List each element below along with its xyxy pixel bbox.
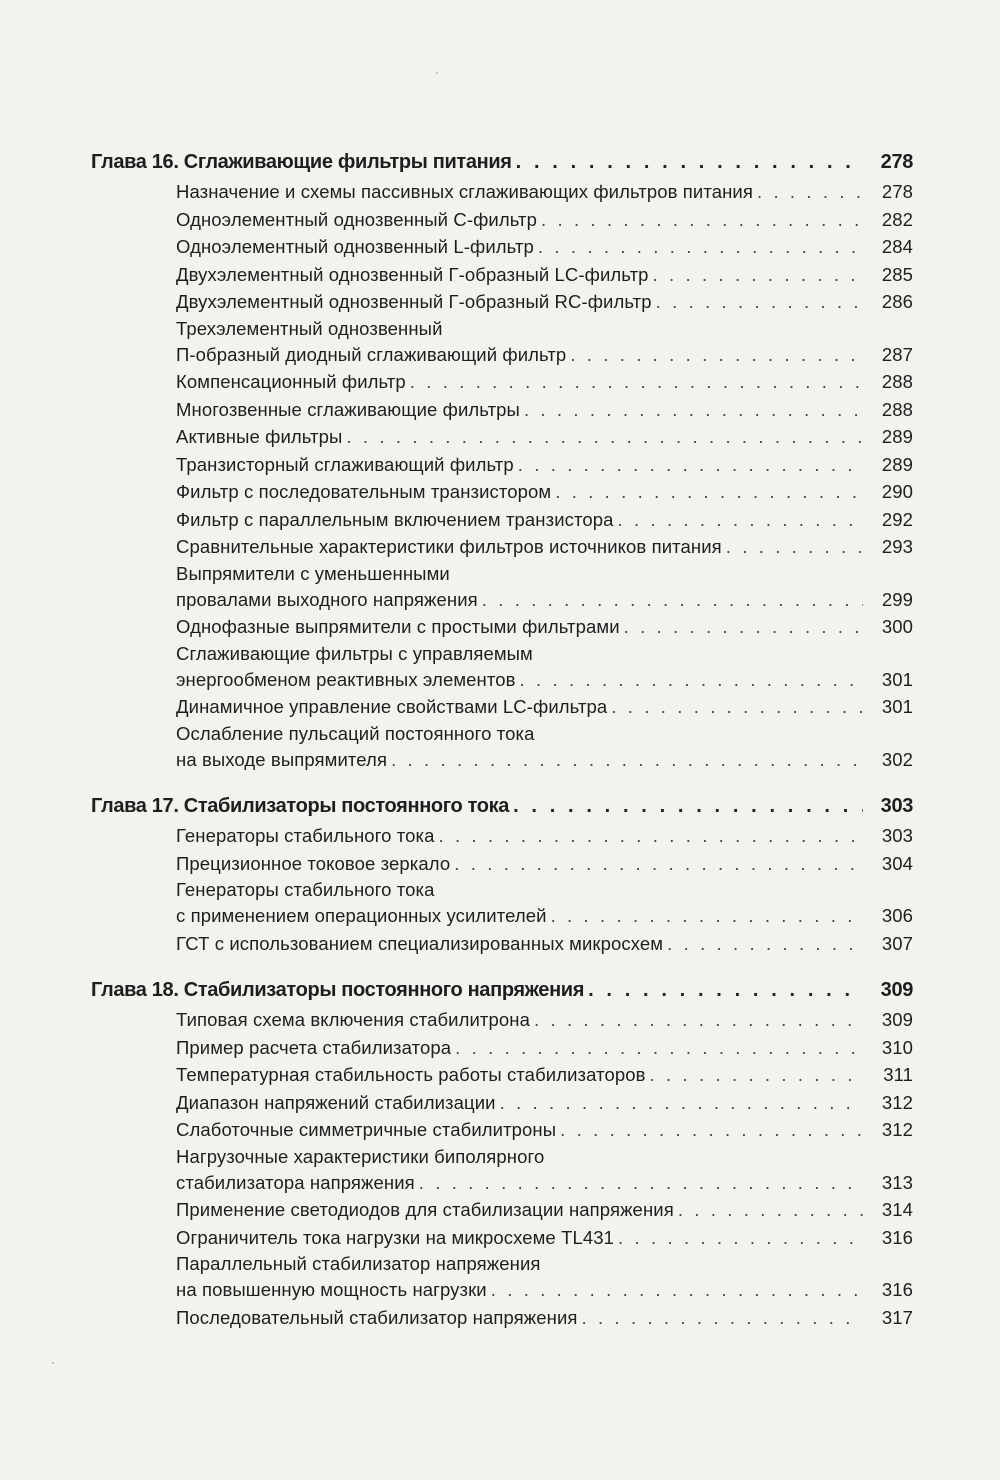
entry-title: Температурная стабильность работы стабилизаторов	[176, 1064, 646, 1085]
dot-leader	[551, 902, 863, 930]
entry-row	[176, 261, 913, 289]
entry-row	[176, 1006, 913, 1034]
toc-entry[interactable]	[176, 261, 913, 289]
dot-leader	[678, 1196, 863, 1224]
entry-page-number: 278	[881, 181, 913, 202]
entry-title-line: Генераторы стабильного тока	[176, 879, 435, 900]
entry-row	[176, 288, 913, 316]
entry-title: Типовая схема включения стабилитрона	[176, 1009, 530, 1030]
entry-title: Сравнительные характеристики фильтров источников питания	[176, 536, 722, 557]
section-list	[91, 1006, 913, 1331]
toc-entry[interactable]	[176, 368, 913, 396]
toc-entry[interactable]	[176, 930, 913, 958]
entry-title: провалами выходного напряжения	[176, 588, 478, 610]
entry-title: П-образный диодный сглаживающий фильтр	[176, 343, 567, 365]
toc-entry[interactable]	[176, 613, 913, 641]
dot-leader	[520, 666, 863, 694]
toc-entry[interactable]	[176, 850, 913, 878]
toc-entry[interactable]	[176, 1034, 913, 1062]
entry-title: стабилизатора напряжения	[176, 1171, 415, 1193]
chapter-heading[interactable]	[91, 790, 913, 822]
entry-title: Назначение и схемы пассивных сглаживающих фильтров питания	[176, 181, 753, 202]
entry-page-number: 304	[881, 852, 913, 874]
entry-row	[176, 478, 913, 506]
entry-page-number: 299	[881, 588, 913, 610]
toc-entry[interactable]	[176, 396, 913, 424]
dot-leader	[491, 1276, 863, 1304]
entry-row	[176, 1061, 913, 1089]
entry-row	[176, 396, 913, 424]
toc-entry[interactable]	[176, 1006, 913, 1034]
toc-entry[interactable]	[176, 1089, 913, 1117]
table-of-contents	[91, 146, 913, 1348]
toc-entry[interactable]	[176, 641, 913, 694]
dot-leader	[667, 930, 863, 958]
dot-leader	[653, 261, 863, 289]
dot-leader	[534, 1006, 863, 1034]
entry-row	[176, 451, 913, 479]
entry-page-number: 285	[881, 263, 913, 285]
toc-entry[interactable]	[176, 451, 913, 479]
dot-leader	[500, 1089, 863, 1117]
entry-page-number: 288	[881, 371, 913, 392]
entry-title-line: Трехэлементный однозвенный	[176, 317, 443, 339]
entry-row	[176, 1276, 913, 1304]
dot-leader	[391, 746, 863, 774]
entry-row	[176, 1196, 913, 1224]
dot-leader	[624, 613, 863, 641]
entry-page-number: 314	[881, 1199, 913, 1220]
entry-row	[176, 1089, 913, 1117]
entry-title: Двухэлементный однозвенный Г-образный RC-фильтр	[176, 291, 652, 312]
entry-page-number: 293	[881, 536, 913, 557]
entry-page-number: 311	[883, 1064, 913, 1085]
toc-entry[interactable]	[176, 1251, 913, 1304]
entry-title: энергообменом реактивных элементов	[176, 668, 516, 690]
dot-leader	[524, 396, 863, 424]
entry-page-number: 287	[881, 343, 913, 365]
dot-leader	[518, 451, 863, 479]
entry-title: Слаботочные симметричные стабилитроны	[176, 1119, 557, 1140]
entry-row	[176, 746, 913, 774]
toc-entry[interactable]	[176, 533, 913, 561]
chapter-page-number: 278	[880, 151, 913, 173]
entry-title: ГСТ с использованием специализированных микросхем	[176, 932, 664, 954]
entry-row	[176, 850, 913, 878]
dot-leader	[346, 423, 863, 451]
toc-entry[interactable]	[176, 877, 913, 930]
entry-page-number: 316	[881, 1226, 913, 1248]
dot-leader	[482, 586, 863, 614]
chapter-section	[91, 790, 913, 957]
entry-page-number: 288	[881, 398, 913, 420]
entry-title: Последовательный стабилизатор напряжения	[176, 1306, 578, 1328]
dot-leader	[611, 693, 863, 721]
entry-page-number: 312	[881, 1091, 913, 1113]
entry-page-number: 290	[881, 481, 913, 502]
dot-leader	[555, 478, 863, 506]
entry-title: Ограничитель тока нагрузки на микросхеме TL431	[176, 1226, 615, 1248]
entry-title-line: Ослабление пульсаций постоянного тока	[176, 722, 535, 744]
entry-row	[176, 1224, 913, 1252]
entry-page-number: 282	[881, 208, 913, 230]
entry-page-number: 292	[881, 508, 913, 530]
entry-row	[176, 822, 913, 850]
entry-title: Многозвенные сглаживающие фильтры	[176, 398, 520, 420]
chapter-title: Глава 17. Стабилизаторы постоянного тока	[91, 795, 510, 817]
entry-row	[176, 206, 913, 234]
entry-title: Активные фильтры	[176, 426, 343, 447]
entry-title: Транзисторный сглаживающий фильтр	[176, 453, 514, 475]
dot-leader	[513, 790, 863, 822]
entry-row	[176, 233, 913, 261]
entry-row	[176, 902, 913, 930]
dot-leader	[541, 206, 863, 234]
entry-title: Одноэлементный однозвенный L-фильтр	[176, 236, 534, 257]
dot-leader	[516, 146, 863, 178]
entry-title: Применение светодиодов для стабилизации напряжения	[176, 1199, 674, 1220]
toc-entry[interactable]	[176, 1304, 913, 1332]
entry-page-number: 313	[881, 1171, 913, 1193]
paper-speck	[52, 1362, 54, 1364]
toc-entry[interactable]	[176, 1116, 913, 1144]
entry-page-number: 303	[881, 825, 913, 846]
dot-leader	[726, 533, 863, 561]
entry-row	[176, 1116, 913, 1144]
entry-row	[176, 666, 913, 694]
entry-title: Однофазные выпрямители с простыми фильтрами	[176, 616, 620, 637]
entry-row	[176, 506, 913, 534]
toc-entry[interactable]	[176, 721, 913, 774]
chapter-section	[91, 146, 913, 773]
entry-page-number: 301	[881, 668, 913, 690]
entry-title: Диапазон напряжений стабилизации	[176, 1091, 496, 1113]
entry-row	[176, 586, 913, 614]
entry-page-number: 306	[881, 905, 913, 926]
dot-leader	[656, 288, 863, 316]
dot-leader	[582, 1304, 863, 1332]
toc-entry[interactable]	[176, 478, 913, 506]
toc-entry[interactable]	[176, 506, 913, 534]
toc-entry[interactable]	[176, 178, 913, 206]
dot-leader	[454, 850, 863, 878]
entry-row	[176, 1034, 913, 1062]
toc-entry[interactable]	[176, 288, 913, 316]
toc-entry[interactable]	[176, 316, 913, 369]
entry-page-number: 284	[881, 236, 913, 257]
entry-page-number: 310	[881, 1036, 913, 1058]
entry-title: Фильтр с последовательным транзистором	[176, 481, 552, 502]
entry-page-number: 316	[881, 1279, 913, 1300]
entry-title: Пример расчета стабилизатора	[176, 1036, 452, 1058]
entry-title: на повышенную мощность нагрузки	[176, 1279, 487, 1300]
entry-title: на выходе выпрямителя	[176, 748, 388, 770]
entry-row	[176, 613, 913, 641]
entry-title-line: Нагрузочные характеристики биполярного	[176, 1145, 545, 1167]
entry-row	[176, 1304, 913, 1332]
dot-leader	[588, 974, 863, 1006]
entry-title-line: Выпрямители с уменьшенными	[176, 562, 450, 584]
chapter-page-number: 303	[880, 795, 913, 817]
entry-row	[176, 930, 913, 958]
paper-speck	[436, 72, 438, 74]
toc-entry[interactable]	[176, 561, 913, 614]
entry-page-number: 286	[881, 291, 913, 312]
entry-title: Фильтр с параллельным включением транзистора	[176, 508, 614, 530]
entry-page-number: 289	[881, 453, 913, 475]
dot-leader	[455, 1034, 863, 1062]
entry-page-number: 309	[881, 1009, 913, 1030]
section-list	[91, 178, 913, 773]
entry-title: Прецизионное токовое зеркало	[176, 852, 451, 874]
entry-page-number: 301	[881, 696, 913, 717]
toc-entry[interactable]	[176, 1224, 913, 1252]
dot-leader	[410, 368, 863, 396]
entry-row	[176, 341, 913, 369]
toc-entry[interactable]	[176, 423, 913, 451]
entry-title: Двухэлементный однозвенный Г-образный LC-фильтр	[176, 263, 649, 285]
entry-title: Компенсационный фильтр	[176, 371, 406, 392]
toc-entry[interactable]	[176, 822, 913, 850]
dot-leader	[538, 233, 863, 261]
toc-entry[interactable]	[176, 1196, 913, 1224]
section-list	[91, 822, 913, 957]
dot-leader	[570, 341, 863, 369]
dot-leader	[560, 1116, 863, 1144]
entry-title: с применением операционных усилителей	[176, 905, 547, 926]
dot-leader	[419, 1169, 863, 1197]
entry-row	[176, 693, 913, 721]
chapter-heading[interactable]	[91, 146, 913, 178]
toc-entry[interactable]	[176, 206, 913, 234]
chapter-page-number: 309	[880, 979, 913, 1001]
entry-title: Динамичное управление свойствами LC-фильтра	[176, 696, 608, 717]
entry-row	[176, 1169, 913, 1197]
entry-page-number: 289	[881, 426, 913, 447]
chapter-title: Глава 18. Стабилизаторы постоянного напряжения	[91, 979, 585, 1001]
entry-title: Генераторы стабильного тока	[176, 825, 435, 846]
entry-row	[176, 368, 913, 396]
entry-row	[176, 423, 913, 451]
entry-page-number: 317	[881, 1306, 913, 1328]
toc-entry[interactable]	[176, 693, 913, 721]
toc-entry[interactable]	[176, 233, 913, 261]
entry-title-line: Сглаживающие фильтры с управляемым	[176, 642, 533, 664]
entry-page-number: 312	[881, 1119, 913, 1140]
dot-leader	[439, 822, 863, 850]
dot-leader	[757, 178, 863, 206]
toc-entry[interactable]	[176, 1144, 913, 1197]
chapter-heading[interactable]	[91, 974, 913, 1006]
entry-title-line: Параллельный стабилизатор напряжения	[176, 1253, 541, 1274]
entry-title: Одноэлементный однозвенный С-фильтр	[176, 208, 537, 230]
dot-leader	[618, 506, 863, 534]
chapter-section	[91, 974, 913, 1331]
toc-entry[interactable]	[176, 1061, 913, 1089]
entry-page-number: 302	[881, 748, 913, 770]
dot-leader	[650, 1061, 863, 1089]
entry-row	[176, 178, 913, 206]
entry-row	[176, 533, 913, 561]
entry-page-number: 300	[881, 616, 913, 637]
dot-leader	[618, 1224, 863, 1252]
chapter-title: Глава 16. Сглаживающие фильтры питания	[91, 151, 512, 173]
entry-page-number: 307	[881, 932, 913, 954]
